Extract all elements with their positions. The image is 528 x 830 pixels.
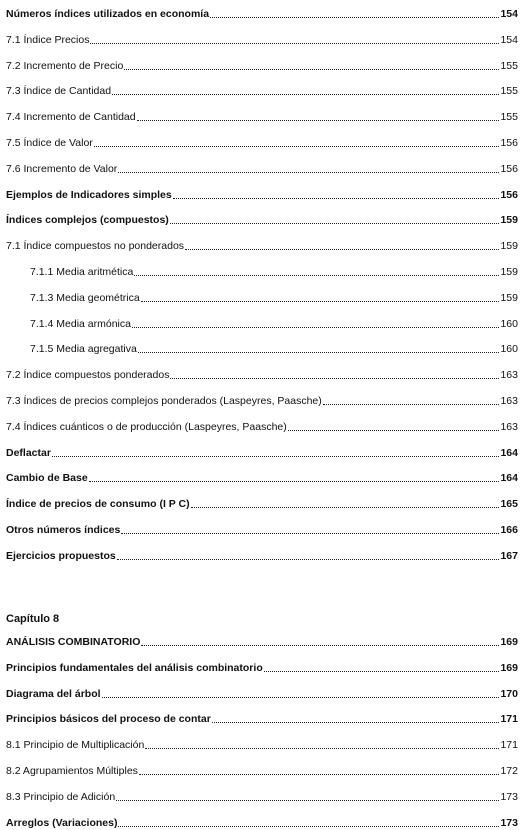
- toc-entry-page: 169: [500, 636, 518, 648]
- toc-entry[interactable]: [6, 33, 518, 47]
- toc-entry-page: 172: [500, 765, 518, 777]
- toc-entry-title: Principios fundamentales del análisis combinatorio: [6, 661, 263, 674]
- toc-entry-title: 7.1.5 Media agregativa: [30, 343, 137, 356]
- dot-leader: [141, 301, 500, 302]
- toc-entry[interactable]: [6, 523, 518, 537]
- toc-entry-page: 163: [500, 369, 518, 382]
- dot-leader: [141, 645, 499, 646]
- toc-entry-title: Diagrama del árbol: [6, 687, 101, 700]
- toc-entry-title: Números índices utilizados en economía: [6, 8, 210, 20]
- toc-entry[interactable]: [6, 549, 518, 563]
- toc-entry[interactable]: [6, 712, 518, 726]
- dot-leader: [102, 697, 500, 698]
- toc-entry-page: 169: [500, 661, 518, 674]
- toc-entry-page: 160: [500, 343, 518, 356]
- dot-leader: [137, 120, 500, 121]
- toc-entry[interactable]: [30, 265, 518, 279]
- toc-entry-title: 7.3 Índices de precios complejos ponderados (Laspeyres, Paasche): [6, 395, 322, 407]
- toc-entry-title: 7.2 Índice compuestos ponderados: [6, 369, 170, 382]
- dot-leader: [112, 94, 499, 95]
- toc-entry-title: 7.4 Índices cuánticos o de producción (Laspeyres, Paasche): [6, 420, 287, 433]
- toc-entry-title: 7.3 Índice de Cantidad: [6, 85, 112, 98]
- toc-entry-title: Otros números índices: [6, 524, 121, 536]
- toc-entry-title: Índices complejos (compuestos): [6, 214, 169, 227]
- toc-entry[interactable]: [6, 790, 518, 804]
- toc-entry-page: 171: [500, 739, 518, 752]
- toc-entry-page: 164: [500, 472, 518, 485]
- toc-entry-page: 159: [500, 291, 518, 304]
- toc-entry[interactable]: [30, 342, 518, 356]
- toc-entry-page: 159: [500, 266, 518, 278]
- dot-leader: [264, 671, 500, 672]
- toc-entry-title: 7.5 Índice de Valor: [6, 137, 93, 149]
- toc-entry[interactable]: [6, 394, 518, 408]
- toc-entry-page: 155: [500, 59, 518, 72]
- toc-entry-page: 165: [500, 498, 518, 511]
- dot-leader: [90, 43, 499, 44]
- toc-entry-page: 156: [500, 137, 518, 149]
- toc-entry-page: 173: [500, 790, 518, 803]
- toc-entry-page: 156: [500, 188, 518, 201]
- toc-entry-title: ANÁLISIS COMBINATORIO: [6, 636, 141, 648]
- toc-entry[interactable]: [6, 446, 518, 460]
- dot-leader: [323, 404, 500, 405]
- toc-entry-title: Arreglos (Variaciones): [6, 816, 118, 829]
- dot-leader: [124, 69, 499, 70]
- toc-entry-page: 173: [500, 816, 518, 829]
- toc-entry-title: Principios básicos del proceso de contar: [6, 713, 211, 726]
- toc-entry[interactable]: [6, 110, 518, 124]
- toc-entry[interactable]: [6, 661, 518, 675]
- toc-entry-page: 163: [500, 420, 518, 433]
- toc-entry[interactable]: [6, 420, 518, 434]
- toc-entry-title: Ejercicios propuestos: [6, 549, 116, 562]
- dot-leader: [288, 430, 500, 431]
- dot-leader: [139, 774, 500, 775]
- toc-entry[interactable]: [30, 317, 518, 331]
- toc-entry-page: 159: [500, 240, 518, 253]
- toc-entry[interactable]: [6, 136, 518, 150]
- dot-leader: [132, 327, 499, 328]
- dot-leader: [170, 378, 499, 379]
- toc-entry-title: Índice de precios de consumo (I P C): [6, 498, 190, 511]
- dot-leader: [145, 748, 499, 749]
- toc-entry-title: 7.6 Incremento de Valor: [6, 162, 118, 175]
- dot-leader: [52, 456, 500, 457]
- toc-entry-title: 8.1 Principio de Multiplicación: [6, 739, 145, 752]
- dot-leader: [118, 172, 499, 173]
- dot-leader: [191, 507, 500, 508]
- dot-leader: [94, 146, 500, 147]
- toc-entry-page: 170: [500, 687, 518, 700]
- toc-entry-page: 163: [500, 395, 518, 407]
- dot-leader: [118, 826, 499, 827]
- toc-entry-page: 171: [500, 713, 518, 726]
- chapter-heading: Capítulo 8: [6, 613, 60, 625]
- toc-entry-title: 8.2 Agrupamientos Múltiples: [6, 765, 138, 777]
- toc-entry-title: 7.1 Índice Precios: [6, 33, 90, 46]
- toc-entry-page: 155: [500, 85, 518, 98]
- toc-entry[interactable]: [6, 213, 518, 227]
- toc-entry-title: 8.3 Principio de Adición: [6, 790, 116, 803]
- toc-entry-title: 7.1.3 Media geométrica: [30, 291, 140, 304]
- dot-leader: [134, 275, 499, 276]
- toc-entry-title: Deflactar: [6, 446, 51, 459]
- toc-entry-page: 160: [500, 317, 518, 330]
- toc-entry[interactable]: [6, 738, 518, 752]
- toc-entry[interactable]: [6, 7, 518, 21]
- dot-leader: [173, 198, 500, 199]
- toc-entry-page: 164: [500, 446, 518, 459]
- toc-entry-title: 7.4 Incremento de Cantidad: [6, 111, 136, 124]
- toc-entry[interactable]: [6, 764, 518, 778]
- dot-leader: [89, 481, 500, 482]
- toc-entry-page: 156: [500, 162, 518, 175]
- toc-entry[interactable]: [6, 59, 518, 73]
- toc-entry-title: 7.1.4 Media armónica: [30, 317, 131, 330]
- dot-leader: [138, 352, 500, 353]
- toc-entry-page: 159: [500, 214, 518, 227]
- toc-entry[interactable]: [6, 816, 518, 830]
- dot-leader: [185, 249, 499, 250]
- toc-entry-title: 7.1 Índice compuestos no ponderados: [6, 240, 185, 253]
- toc-entry-page: 154: [500, 33, 518, 46]
- toc-entry-page: 154: [500, 8, 518, 20]
- toc-entry-page: 166: [500, 524, 518, 536]
- toc-entry-title: 7.2 Incremento de Precio: [6, 59, 124, 72]
- toc-entry-title: Ejemplos de Indicadores simples: [6, 188, 172, 201]
- dot-leader: [170, 223, 500, 224]
- toc-entry[interactable]: [6, 84, 518, 98]
- toc-entry[interactable]: [6, 471, 518, 485]
- toc-entry-title: 7.1.1 Media aritmética: [30, 266, 134, 278]
- toc-entry-page: 155: [500, 111, 518, 124]
- toc-entry[interactable]: [6, 188, 518, 202]
- toc-entry[interactable]: [6, 239, 518, 253]
- dot-leader: [212, 722, 500, 723]
- toc-entry[interactable]: [6, 497, 518, 511]
- dot-leader: [117, 559, 500, 560]
- toc-entry-title: Cambio de Base: [6, 472, 88, 485]
- toc-entry[interactable]: [6, 162, 518, 176]
- dot-leader: [121, 533, 499, 534]
- toc-entry[interactable]: [6, 635, 518, 649]
- toc-entry[interactable]: [30, 291, 518, 305]
- toc-entry[interactable]: [6, 368, 518, 382]
- dot-leader: [210, 17, 499, 18]
- toc-entry[interactable]: [6, 687, 518, 701]
- toc-entry-page: 167: [500, 549, 518, 562]
